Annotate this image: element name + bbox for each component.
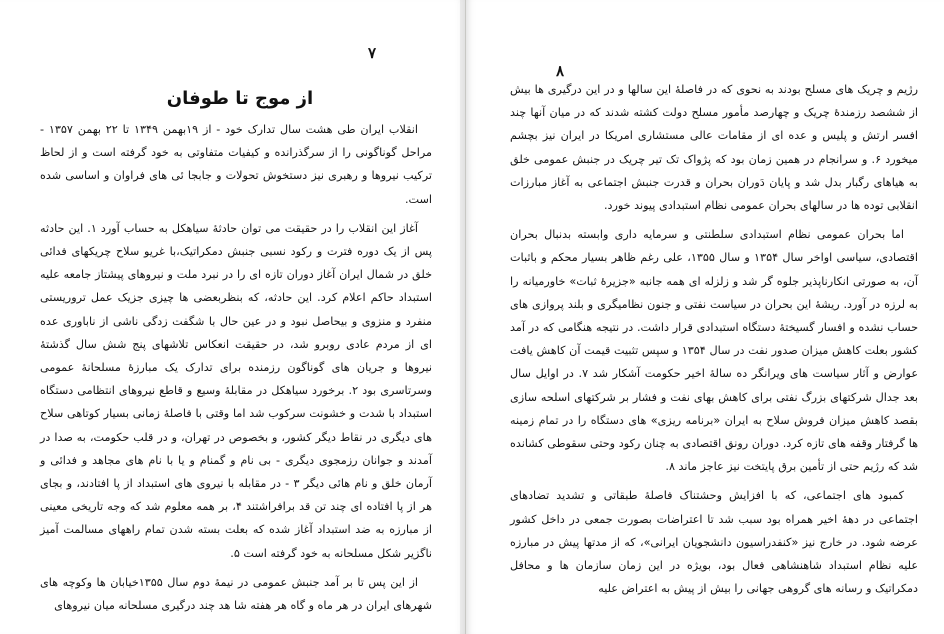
paragraph: کمبود های اجتماعی، که با افزایش وحشتناک فاصلهٔ طبقاتی و تشدید تضادهای اجتماعی در دههٔ اخیر همراه بود سبب شد تا اعتراضات بصورت جمعی در داخل کشور عرضه شود. در خارج نیز «کنفدراسیون دانشجویان ایرانی»، که از مدتها پیش در مبارزه علیه نظام استبداد شاهنشاهی فعال بود، بویژه در این زمان سازمان ها و محافل دمکراتیک و رسانه های گروهی جهانی را بیش از پیش به اعتراض علیه	[510, 489, 918, 596]
page-number: ۷	[368, 44, 377, 62]
paragraph: آغاز این انقلاب را در حقیقت می توان حادثهٔ سیاهکل به حساب آورد ۱. این حادثه پس از یک دوره فترت و رکود نسبی جنبش دمکراتیک،با غریو سلاح چریکهای فدائی خلق در شمال ایران آغاز دوران تازه ای را در نبرد ملت و نیروهای پیشتاز جامعه علیه استبداد حاکم اعلام کرد. این حادثه، که بنظربعضی ها چیزی جزیک عمل تروریستی منفرد و منزوی و بیحاصل نبود و در عین حال با شگفت زدگی ناشی از ناباوری عده ای از مردم عادی روبرو شد، در حقیقت انعکاس تلاشهای پنج شش سال گذشتهٔ نیروها و جریان های گوناگون رزمنده برای تدارک یک مبارزهٔ مسلحانهٔ عمومی وسرتاسری بود ۲. برخورد سیاهکل در مقابلهٔ وسیع و قاطع نیروهای انتظامی دستگاه استبداد با شدت و خشونت سرکوب شد اما وقتی با فاصلهٔ زمانی بسیار کوتاهی سلاح های دیگری در نقاط دیگر کشور، و بخصوص در تهران، و در قلب حکومت، به صدا در آمدند و جوانان رزمجوی دیگری - بی نام و گمنام و یا با نام های مجاهد و فدائی و آرمان خلق و نام هائی دیگر ۳ - در مقابله با نیروی های استبداد از پا افتادند، و بجای هر از پا افتاده ای چند تن قد برافراشتند ۴، بر همه معلوم شد که وجه تاریخی معینی از مبارزه به ضد استبداد آغاز شده که بعلت بسته شدن تمام راههای مسالمت آمیز ناگزیر شکل مسلحانه به خود گرفته است ۵.	[40, 221, 433, 560]
right-page	[466, 0, 944, 634]
paragraph: از این پس تا بر آمد جنبش عمومی در نیمهٔ دوم سال ۱۳۵۵خیابان ها وکوچه های شهرهای ایران در هر ماه و گاه هر هفته شا هد چند درگیری مسلحانه میان نیروهای	[40, 575, 432, 613]
right-page-body	[510, 78, 918, 600]
left-page-body	[40, 118, 432, 617]
paragraph: انقلاب ایران طی هشت سال تدارک خود - از ۱۹بهمن ۱۳۴۹ تا ۲۲ بهمن ۱۳۵۷ - مراحل گوناگونی را از سرگذرانده و کیفیات متفاوتی به خود گرفته است و از لحاظ ترکیب نیروها و رهبری نیز دستخوش تحولات و جابجا ئی های فراوان و اساسی شده است.	[40, 123, 432, 206]
chapter-title: از موج تا طوفان	[166, 88, 314, 109]
page-number: ۸	[556, 62, 565, 80]
left-page	[0, 0, 466, 634]
paragraph: اما بحران عمومی نظام استبدادی سلطنتی و سرمایه داری وابسته بدنبال بحران اقتصادی، سیاسی اواخر سال ۱۳۵۴ و سال ۱۳۵۵، علی رغم ظاهر بسیار محکم و باثبات آن، به صورتی انکارناپذیر جلوه گر شد و زلزله ای همه جانبه «جزیرهٔ ثبات» خاورمیانه را به لرزه در آورد. ریشهٔ این بحران در سیاست نفتی و جنون نظامیگری و بلند پروازی های حساب نشده و افسار گسیختهٔ دستگاه استبدادی قرار داشت. در نتیجه هنگامی که در آمد کشور بعلت کاهش میزان صدور نفت در سال ۱۳۵۴ و سپس تثبیت قیمت آن کاهش یافت عوارض و آثار سیاست های ویرانگر ده سالهٔ اخیر حکومت آشکار شد ۷. در اوایل سال بعد جدال شرکتهای بزرگ نفتی برای کاهش بهای نفت و فشار بر شرکتهای اسلحه سازی بقصد کاهش میزان فروش سلاح به ایران «برنامه ریزی» های دستگاه را در تمام زمینه ها گرفتار وقفه های تازه کرد. دوران رونق اقتصادی به چنان رکود وحتی سقوطی کشانده شد که رژیم حتی از تأمین برق پایتخت نیز عاجز ماند ۸.	[510, 228, 918, 474]
paragraph: رژیم و چریک های مسلح بودند به نحوی که در فاصلهٔ این سالها و در این درگیری ها بیش از ششصد رزمندهٔ چریک و چهارصد مأمور مسلح دولت کشته شدند که در میان آنها چند افسر ارتش و پلیس و عده ای از مقامات عالی مستشاری امریکا در ایران نیز بچشم میخورد ۶. و سرانجام در همین زمان بود که پژواک تک تیر چریک در جنبش عمومی خلق به هیاهای رگبار بدل شد و پایان دَوران بحران و قدرت جنبش اجتماعی به آغاز مبارزات انقلابی توده ها در سالهای بحران عمومی نظام استبدادی پیوند خورد.	[510, 83, 919, 213]
